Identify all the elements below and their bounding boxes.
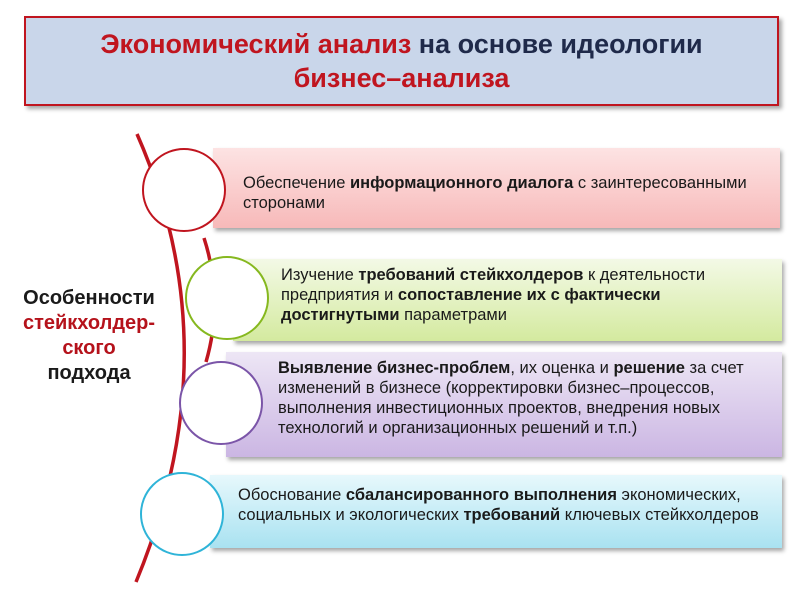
title-accent: Экономический анализ: [100, 29, 412, 59]
item-4-bold-a: сбалансированного выполнения: [345, 486, 617, 504]
circle-marker-1: [142, 148, 226, 232]
item-4-text-b: экономических, социальных и экологических: [238, 486, 741, 524]
item-4-text-a: Обоснование: [238, 486, 346, 504]
circle-marker-4: [140, 472, 224, 556]
item-4-text-c: ключевых стейкхолдеров: [560, 506, 759, 524]
side-label-line4: подхода: [47, 362, 131, 384]
item-3-text-a: , их оценка и: [510, 359, 614, 377]
item-box-1: [213, 148, 780, 228]
item-2-bold-b: сопоставление их с фактически достигнутыми: [281, 286, 661, 324]
item-box-2: [233, 259, 782, 341]
item-3-bold-a: Выявление бизнес-проблем: [278, 359, 511, 377]
item-2-bold-a: требований стейкхолдеров: [358, 266, 584, 284]
item-1-bold-a: информационного диалога: [349, 174, 574, 192]
item-2-text-b: к деятельности предприятия и: [281, 266, 706, 304]
side-label-line3: ского: [62, 337, 116, 359]
circle-marker-3: [179, 361, 263, 445]
item-box-4: [210, 475, 782, 548]
item-3-bold-b: решение: [613, 359, 685, 377]
item-box-3: [226, 352, 782, 457]
side-label-line2: стейкхолдер-: [22, 312, 156, 334]
item-1-text-b: с заинтересованными сторонами: [243, 174, 747, 212]
item-3-text-b: за счет изменений в бизнесе (корректировки бизнес–процессов, выполнения инвестиционных проектов, внедрения новых технологий и организационных решений и т.п.): [278, 359, 744, 437]
title-rest: на основе идеологии: [411, 29, 703, 59]
side-label: [5, 286, 173, 386]
item-1-text-a: Обеспечение: [243, 174, 350, 192]
circle-marker-2: [185, 256, 269, 340]
item-2-text-c: параметрами: [399, 306, 507, 324]
item-4-bold-b: требований: [463, 506, 561, 524]
side-label-line1: Особенности: [23, 287, 155, 309]
title-line2: бизнес–анализа: [293, 63, 510, 93]
item-2-text-a: Изучение: [281, 266, 359, 284]
